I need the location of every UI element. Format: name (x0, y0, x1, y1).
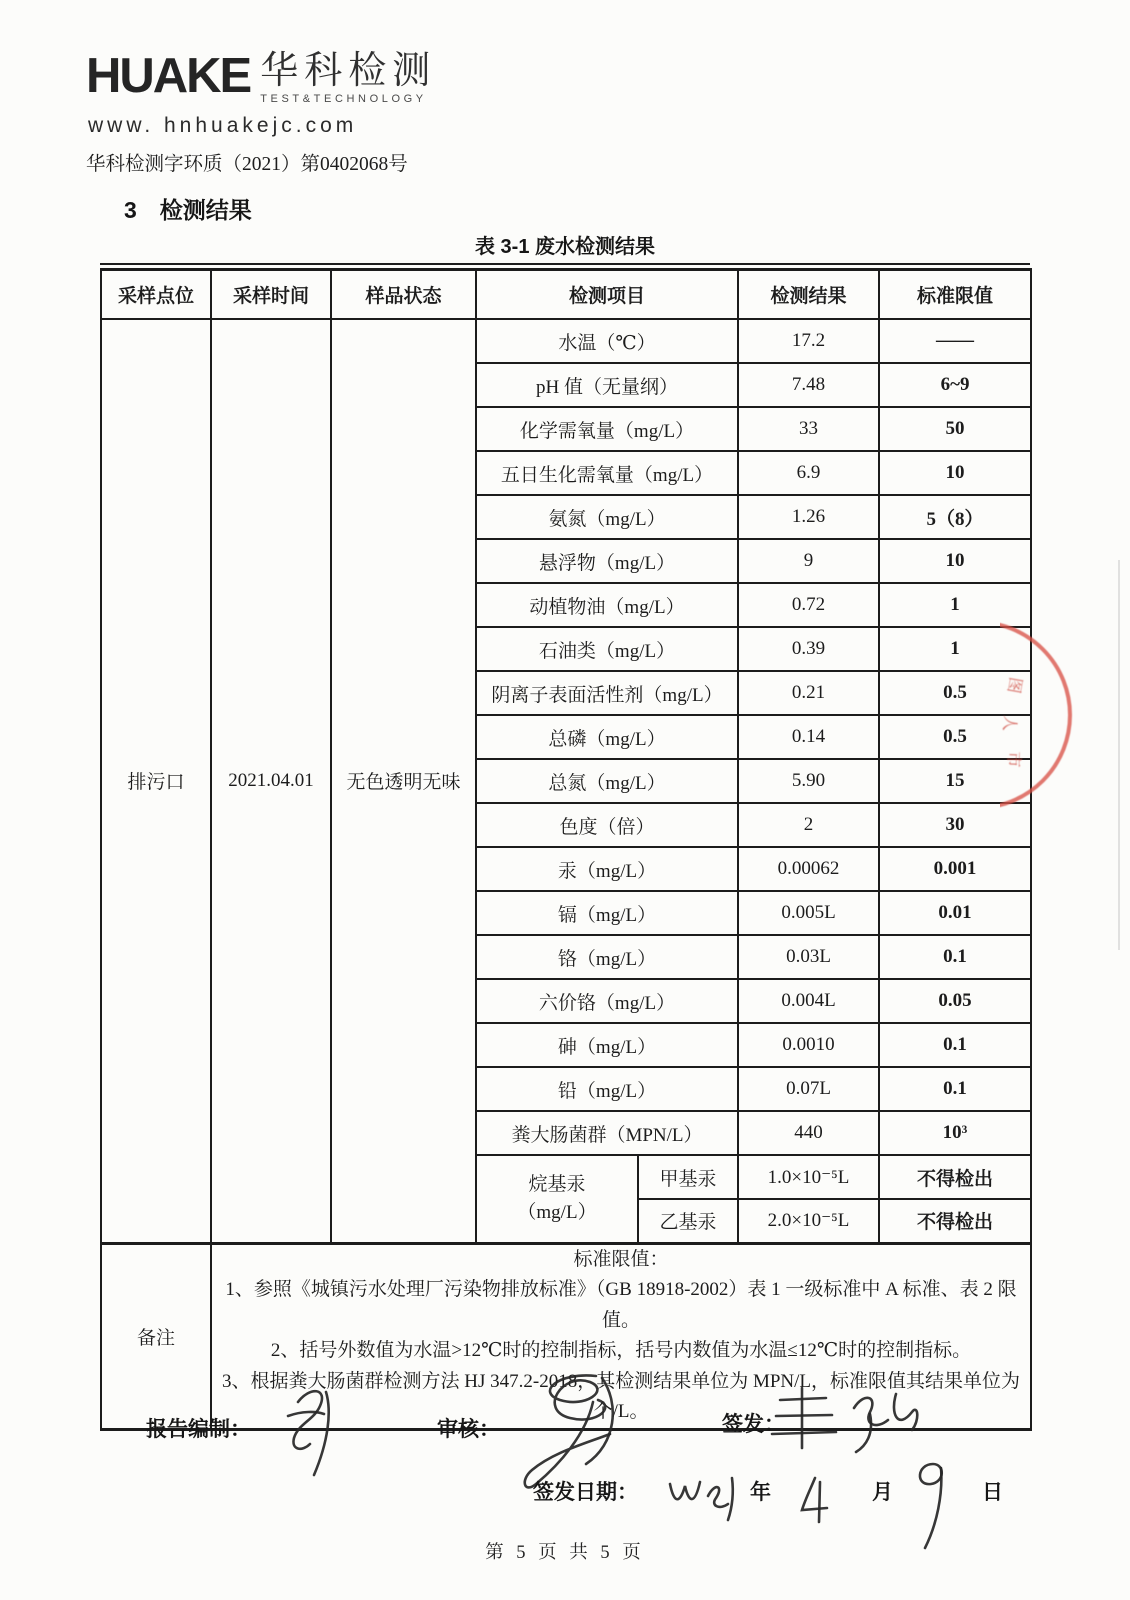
limit-cell: 0.1 (879, 935, 1031, 979)
limit-cell: 6~9 (879, 363, 1031, 407)
table-caption: 表 3-1 废水检测结果 (474, 236, 656, 258)
sample-point-cell: 排污口 (101, 319, 211, 1243)
limit-cell: —— (879, 319, 1031, 363)
section-title: 3 检测结果 (124, 197, 252, 223)
item-cell: 化学需氧量（mg/L） (476, 407, 738, 451)
remarks-line: 1、参照《城镇污水处理厂污染物排放标准》（GB 18918-2002）表 1 一级标准中 A 标准、表 2 限值。 (225, 1279, 1017, 1331)
stamp-char: 图 (1004, 675, 1024, 695)
handwritten-day (905, 1452, 957, 1552)
item-cell: 石油类（mg/L） (476, 627, 738, 671)
result-cell: 17.2 (738, 319, 879, 363)
page-number: 第 5 页 共 5 页 (485, 1543, 645, 1563)
sample-time-cell: 2021.04.01 (211, 319, 331, 1243)
item-cell: 阴离子表面活性剂（mg/L） (476, 671, 738, 715)
limit-cell: 1 (879, 583, 1031, 627)
issued-by-label: 签发： (722, 1413, 785, 1436)
result-cell: 0.21 (738, 671, 879, 715)
column-header-limit: 标准限值 (879, 270, 1031, 320)
column-header-sample-point: 采样点位 (101, 270, 211, 320)
result-cell: 5.90 (738, 759, 879, 803)
result-cell: 0.39 (738, 627, 879, 671)
remarks-label: 备注 (101, 1243, 211, 1429)
item-cell: 粪大肠菌群（MPN/L） (476, 1111, 738, 1155)
remarks-line: 3、根据粪大肠菌群检测方法 HJ 347.2-2018，其检测结果单位为 MPN/L，标准限值其结果单位为个/L。 (222, 1370, 1021, 1422)
logo-subtitle: TEST&TECHNOLOGY (260, 92, 427, 105)
company-logo (86, 49, 437, 105)
result-cell: 0.07L (738, 1067, 879, 1111)
item-cell: 汞（mg/L） (476, 847, 738, 891)
result-cell: 9 (738, 539, 879, 583)
result-cell: 0.14 (738, 715, 879, 759)
remarks-line: 标准限值： (573, 1248, 669, 1270)
limit-cell: 10³ (879, 1111, 1031, 1155)
result-cell: 0.0010 (738, 1023, 879, 1067)
result-cell: 2.0×10⁻⁵L (738, 1199, 879, 1243)
limit-cell: 15 (879, 759, 1031, 803)
issue-date-label: 签发日期： (533, 1481, 638, 1504)
limit-cell: 0.05 (879, 979, 1031, 1023)
limit-cell: 0.01 (879, 891, 1031, 935)
item-cell: 镉（mg/L） (476, 891, 738, 935)
result-cell: 1.0×10⁻⁵L (738, 1155, 879, 1199)
result-cell: 6.9 (738, 451, 879, 495)
result-cell: 33 (738, 407, 879, 451)
result-cell: 0.00062 (738, 847, 879, 891)
item-cell: 六价铬（mg/L） (476, 979, 738, 1023)
result-cell: 0.03L (738, 935, 879, 979)
item-cell: 铅（mg/L） (476, 1067, 738, 1111)
date-month-suffix: 月 (872, 1481, 893, 1504)
huake-wordmark: HUAKE (86, 49, 251, 103)
prepared-by-label: 报告编制： (146, 1418, 251, 1441)
item-cell: 水温（℃） (476, 319, 738, 363)
column-header-result: 检测结果 (738, 270, 879, 320)
scan-artifact-line (1118, 560, 1120, 950)
limit-cell: 50 (879, 407, 1031, 451)
result-cell: 2 (738, 803, 879, 847)
table-row (101, 319, 1031, 363)
table-top-rule (100, 263, 1030, 265)
results-body (101, 319, 1031, 1429)
limit-cell: 1 (879, 627, 1031, 671)
handwritten-month (795, 1470, 837, 1528)
column-header-item: 检测项目 (476, 270, 738, 320)
limit-cell: 0.1 (879, 1023, 1031, 1067)
alkyl-mercury-group-cell (476, 1155, 638, 1243)
limit-cell: 0.5 (879, 671, 1031, 715)
sample-state-cell: 无色透明无味 (331, 319, 476, 1243)
result-cell: 0.72 (738, 583, 879, 627)
item-cell: 色度（倍） (476, 803, 738, 847)
remarks-line: 2、括号外数值为水温>12℃时的控制指标，括号内数值为水温≤12℃时的控制指标。 (270, 1340, 972, 1361)
limit-cell: 0.001 (879, 847, 1031, 891)
limit-cell: 0.5 (879, 715, 1031, 759)
limit-cell: 0.1 (879, 1067, 1031, 1111)
item-cell: 砷（mg/L） (476, 1023, 738, 1067)
item-cell: 甲基汞 (638, 1155, 738, 1199)
signature-issued (762, 1382, 932, 1460)
limit-cell: 不得检出 (879, 1155, 1031, 1199)
result-cell: 7.48 (738, 363, 879, 407)
website-url: www. hnhuakejc.com (88, 114, 358, 137)
limit-cell: 10 (879, 539, 1031, 583)
item-cell: 氨氮（mg/L） (476, 495, 738, 539)
item-cell: 总氮（mg/L） (476, 759, 738, 803)
limit-cell: 10 (879, 451, 1031, 495)
limit-cell: 5（8） (879, 495, 1031, 539)
stamp-char: 人 (1000, 714, 1019, 733)
stamp-char: 市 (1004, 751, 1022, 768)
document-number: 华科检测字环质（2021）第0402068号 (86, 154, 408, 175)
signature-prepared (270, 1380, 360, 1485)
results-table (100, 268, 1032, 1431)
item-cell: 乙基汞 (638, 1199, 738, 1243)
limit-cell: 不得检出 (879, 1199, 1031, 1243)
result-cell: 1.26 (738, 495, 879, 539)
column-header-sample-state: 样品状态 (331, 270, 476, 320)
item-cell: 铬（mg/L） (476, 935, 738, 979)
alkyl-group-label-line2: （mg/L） (517, 1201, 597, 1223)
item-cell: 五日生化需氧量（mg/L） (476, 451, 738, 495)
date-day-suffix: 日 (982, 1481, 1003, 1504)
result-cell: 440 (738, 1111, 879, 1155)
item-cell: 悬浮物（mg/L） (476, 539, 738, 583)
limit-cell: 30 (879, 803, 1031, 847)
reviewed-by-label: 审核： (437, 1418, 500, 1441)
item-cell: 动植物油（mg/L） (476, 583, 738, 627)
item-cell: pH 值（无量纲） (476, 363, 738, 407)
logo-chinese-name: 华科检测 (260, 50, 437, 92)
date-year-suffix: 年 (750, 1481, 771, 1504)
result-cell: 0.005L (738, 891, 879, 935)
alkyl-group-label-line1: 烷基汞 (528, 1174, 586, 1196)
item-cell: 总磷（mg/L） (476, 715, 738, 759)
result-cell: 0.004L (738, 979, 879, 1023)
handwritten-year (662, 1466, 742, 1528)
results-table-wrapper (100, 263, 1030, 1431)
header-row (101, 270, 1031, 320)
column-header-sample-time: 采样时间 (211, 270, 331, 320)
